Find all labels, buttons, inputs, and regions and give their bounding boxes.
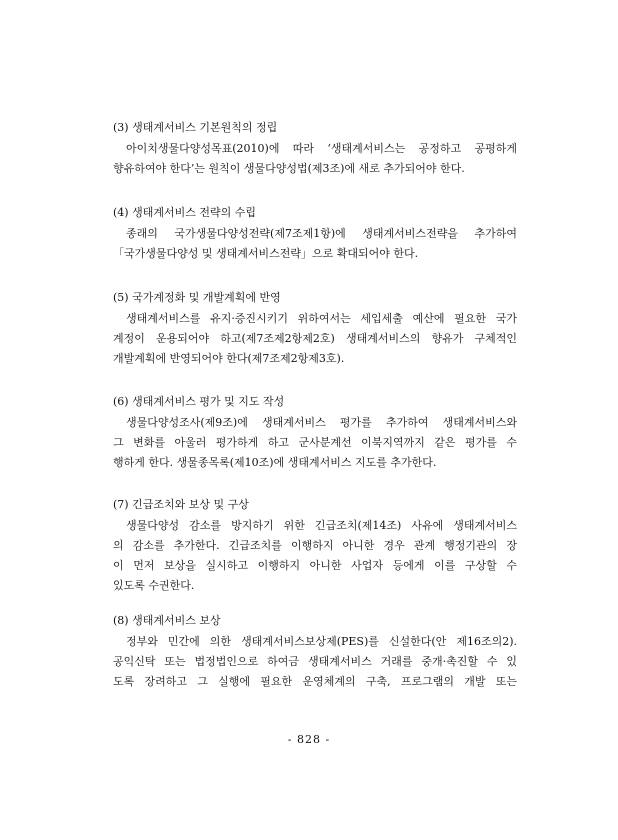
body-line: 그 변화를 아울러 평가하게 하고 군사분계선 이북지역까지 같은 평가를 수 (113, 436, 517, 449)
section-7 (113, 498, 517, 596)
body-line: 아이치생물다양성목표(2010)에 따라 ‘생태계서비스는 공정하고 공평하게 (126, 142, 517, 155)
body-line: 공익신탁 또는 법정법인으로 하여금 생태계서비스 거래를 중개·촉진할 수 있 (113, 655, 517, 668)
body-line: 생물다양성조사(제9조)에 생태계서비스 평가를 추가하여 생태계서비스와 (126, 416, 517, 429)
section-body (113, 413, 517, 473)
section-heading: (8) 생태계서비스 보상 (113, 614, 221, 627)
section-8 (113, 614, 517, 692)
body-line: 의 감소를 추가한다. 긴급조치를 이행하지 아니한 경우 관계 행정기관의 장 (113, 539, 517, 552)
section-body (113, 632, 517, 692)
section-heading: (4) 생태계서비스 전략의 수립 (113, 206, 256, 219)
section-body (113, 139, 517, 179)
body-line: 이 먼저 보상을 실시하고 이행하지 아니한 사업자 등에게 이를 구상할 수 (113, 559, 517, 572)
section-heading: (3) 생태계서비스 기본원칙의 정립 (113, 121, 278, 134)
section-heading: (5) 국가계정화 및 개발계획에 반영 (113, 291, 281, 304)
body-line: 개발계획에 반영되어야 한다(제7조제2항제3호). (113, 352, 345, 365)
section-heading: (6) 생태계서비스 평가 및 지도 작성 (113, 395, 285, 408)
body-line: 정부와 민간에 의한 생태계서비스보상제(PES)를 신설한다(안 제16조의2). (126, 635, 517, 648)
body-line: 생태계서비스를 유지·증진시키기 위하여서는 세입세출 예산에 필요한 국가 (126, 312, 517, 325)
body-line: 행하게 한다. 생물종목록(제10조)에 생태계서비스 지도를 추가한다. (113, 456, 437, 469)
page-number: - 828 - (287, 733, 331, 746)
section-body (113, 309, 517, 369)
section-4 (113, 206, 517, 264)
body-line: 종래의 국가생물다양성전략(제7조제1항)에 생태계서비스전략을 추가하여 (126, 227, 517, 240)
section-5 (113, 291, 517, 369)
section-body (113, 224, 517, 264)
section-3 (113, 121, 517, 179)
body-line: 생물다양성 감소를 방지하기 위한 긴급조치(제14조) 사유에 생태계서비스 (126, 519, 517, 532)
section-heading: (7) 긴급조치와 보상 및 구상 (113, 498, 249, 511)
body-line: 있도록 수권한다. (113, 579, 195, 592)
body-line: 「국가생물다양성 및 생태계서비스전략」으로 확대되어야 한다. (113, 247, 419, 260)
body-line: 향유하여야 한다’는 원칙이 생물다양성법(제3조)에 새로 추가되어야 한다. (113, 162, 465, 175)
body-line: 도록 장려하고 그 실행에 필요한 운영체계의 구축, 프로그램의 개발 또는 (113, 675, 517, 688)
section-body (113, 516, 517, 596)
body-line: 계정이 운용되어야 하고(제7조제2항제2호) 생태계서비스의 향유가 구체적인 (113, 332, 517, 345)
section-6 (113, 395, 517, 473)
